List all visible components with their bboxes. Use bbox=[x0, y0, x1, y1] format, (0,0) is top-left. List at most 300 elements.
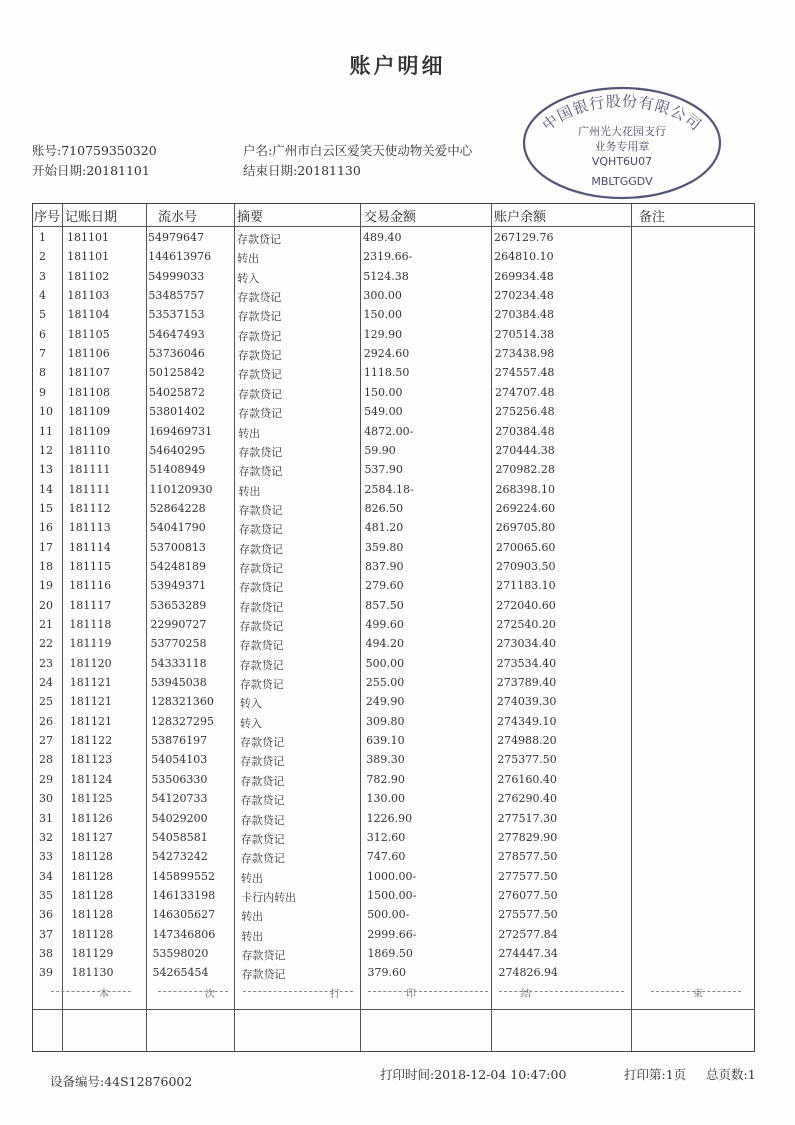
cell-index: 28 bbox=[39, 753, 53, 767]
col-header-amount: 交易金额 bbox=[364, 210, 417, 225]
cell-serial: 146133198 bbox=[152, 888, 216, 902]
cell-amount: 499.60 bbox=[365, 618, 404, 631]
cell-date: 181126 bbox=[70, 811, 113, 825]
table-row bbox=[33, 306, 754, 325]
cell-summary: 转出 bbox=[238, 484, 261, 498]
cell-index: 15 bbox=[39, 501, 53, 515]
cell-index: 21 bbox=[39, 618, 53, 631]
cell-balance: 276290.40 bbox=[497, 792, 557, 806]
cell-balance: 270982.28 bbox=[495, 463, 555, 477]
cell-index: 16 bbox=[39, 521, 53, 535]
end-mark-2: 次 bbox=[205, 989, 215, 1000]
cell-serial: 128327295 bbox=[151, 714, 214, 728]
table-row bbox=[33, 964, 754, 983]
cell-summary: 存款贷记 bbox=[238, 523, 283, 537]
cell-serial: 54054103 bbox=[151, 753, 208, 767]
table-row bbox=[33, 597, 754, 616]
table-row bbox=[33, 558, 754, 577]
cell-amount: 1118.50 bbox=[363, 366, 410, 380]
cell-index: 2 bbox=[39, 250, 46, 264]
cell-balance: 274447.34 bbox=[498, 946, 558, 960]
cell-date: 181127 bbox=[70, 830, 113, 844]
cell-summary: 存款贷记 bbox=[240, 832, 285, 846]
cell-serial: 53700813 bbox=[149, 540, 206, 554]
cell-summary: 存款贷记 bbox=[239, 600, 284, 614]
cell-date: 181101 bbox=[67, 231, 109, 244]
cell-amount: 2319.66- bbox=[363, 250, 413, 264]
cell-balance: 277829.90 bbox=[497, 830, 558, 844]
cell-amount: 255.00 bbox=[365, 676, 405, 690]
cell-index: 14 bbox=[39, 482, 53, 496]
end-mark-5: 结 bbox=[521, 989, 531, 1000]
cell-amount: 747.60 bbox=[366, 850, 406, 864]
cell-index: 9 bbox=[39, 385, 46, 399]
seal-branch: 广州光大花园支行 bbox=[578, 125, 666, 138]
table-row bbox=[33, 926, 754, 945]
total-pages: 总页数:1 bbox=[706, 1067, 756, 1082]
cell-index: 23 bbox=[39, 656, 53, 670]
cell-index: 32 bbox=[39, 830, 53, 844]
cell-amount: 1226.90 bbox=[366, 811, 413, 825]
cell-date: 181122 bbox=[70, 734, 113, 748]
table-row bbox=[33, 868, 754, 887]
cell-date: 181116 bbox=[69, 579, 112, 593]
col-header-index: 序号 bbox=[34, 210, 61, 225]
cell-date: 181111 bbox=[68, 482, 111, 496]
cell-balance: 274707.48 bbox=[494, 385, 555, 399]
cell-summary: 存款贷记 bbox=[239, 620, 284, 633]
cell-serial: 53736046 bbox=[148, 347, 205, 361]
cell-balance: 270384.48 bbox=[495, 424, 555, 438]
col-header-summary: 摘要 bbox=[237, 210, 264, 225]
cell-summary: 转入 bbox=[240, 716, 262, 730]
cell-summary: 卡行内转出 bbox=[241, 890, 297, 904]
cell-balance: 277577.50 bbox=[497, 869, 558, 883]
table-row bbox=[33, 616, 754, 635]
cell-summary: 存款贷记 bbox=[240, 774, 285, 788]
cell-index: 36 bbox=[39, 908, 53, 922]
cell-index: 5 bbox=[39, 308, 46, 322]
cell-summary: 存款贷记 bbox=[238, 407, 283, 421]
cell-index: 19 bbox=[39, 579, 53, 593]
cell-index: 22 bbox=[39, 637, 53, 651]
cell-date: 181128 bbox=[70, 869, 113, 883]
table-row bbox=[33, 713, 754, 732]
cell-balance: 276160.40 bbox=[497, 772, 557, 786]
cell-amount: 389.30 bbox=[366, 753, 405, 767]
cell-date: 181103 bbox=[67, 289, 110, 303]
cell-index: 18 bbox=[39, 559, 53, 573]
cell-date: 181106 bbox=[67, 347, 110, 361]
table-row bbox=[33, 461, 754, 480]
seal-arc-text: 中国银行股份有限公司 bbox=[538, 92, 706, 135]
end-date: 结束日期:20181130 bbox=[243, 163, 361, 178]
table-row bbox=[33, 481, 754, 500]
cell-summary: 存款贷记 bbox=[238, 445, 283, 459]
cell-date: 181109 bbox=[68, 405, 111, 419]
cell-serial: 54120733 bbox=[151, 792, 208, 806]
svg-text:中国银行股份有限公司 bbox=[539, 92, 705, 134]
cell-amount: 1869.50 bbox=[367, 946, 413, 960]
table-row bbox=[33, 577, 754, 596]
cell-date: 181129 bbox=[71, 946, 114, 960]
cell-index: 6 bbox=[39, 327, 46, 341]
cell-serial: 53945038 bbox=[150, 676, 207, 690]
cell-summary: 转入 bbox=[237, 271, 260, 285]
cell-date: 181121 bbox=[69, 695, 112, 709]
end-mark-6: 束 bbox=[693, 989, 703, 1000]
cell-serial: 53506330 bbox=[151, 772, 208, 786]
cell-summary: 存款贷记 bbox=[237, 291, 282, 305]
cell-serial: 52864228 bbox=[149, 501, 206, 515]
cell-summary: 存款贷记 bbox=[239, 581, 284, 595]
cell-summary: 转出 bbox=[241, 929, 264, 943]
cell-balance: 270903.50 bbox=[496, 559, 556, 573]
cell-serial: 51408949 bbox=[149, 463, 206, 477]
table-row bbox=[33, 326, 754, 345]
seal-code-1: VQHT6U07 bbox=[591, 155, 653, 168]
cell-balance: 272577.84 bbox=[498, 927, 558, 941]
cell-index: 25 bbox=[39, 695, 53, 709]
table-row bbox=[33, 229, 754, 248]
cell-serial: 54025872 bbox=[148, 385, 205, 399]
table-row bbox=[33, 635, 754, 654]
cell-amount: 59.90 bbox=[364, 443, 396, 457]
page-title: 账户明细 bbox=[349, 54, 446, 78]
cell-serial: 54029200 bbox=[151, 811, 208, 825]
cell-amount: 1000.00- bbox=[366, 869, 417, 883]
cell-amount: 2924.60 bbox=[363, 347, 410, 361]
cell-summary: 存款贷记 bbox=[240, 852, 285, 866]
table-row bbox=[33, 268, 754, 287]
cell-serial: 144613976 bbox=[148, 250, 212, 264]
cell-amount: 150.00 bbox=[363, 308, 402, 322]
table-row bbox=[33, 248, 754, 267]
cell-summary: 存款贷记 bbox=[238, 503, 283, 517]
cell-serial: 53876197 bbox=[151, 734, 208, 748]
cell-date: 181104 bbox=[67, 308, 110, 322]
account-name: 户名:广州市白云区爱笑天使动物关爱中心 bbox=[243, 143, 473, 158]
cell-amount: 312.60 bbox=[366, 830, 406, 844]
cell-summary: 存款贷记 bbox=[240, 755, 285, 769]
table-row bbox=[33, 732, 754, 751]
cell-balance: 273534.40 bbox=[496, 656, 557, 670]
col-header-date: 记账日期 bbox=[65, 210, 118, 225]
cell-serial: 54058581 bbox=[151, 830, 208, 844]
cell-date: 181114 bbox=[68, 540, 111, 554]
page-number: 打印第:1页 bbox=[624, 1067, 687, 1082]
cell-amount: 279.60 bbox=[365, 579, 404, 593]
end-mark-1: 本 bbox=[99, 989, 109, 1000]
cell-date: 181101 bbox=[67, 250, 110, 264]
cell-balance: 270065.60 bbox=[495, 540, 556, 554]
cell-summary: 存款贷记 bbox=[239, 639, 284, 653]
cell-index: 34 bbox=[39, 869, 53, 883]
cell-balance: 270234.48 bbox=[494, 289, 554, 303]
cell-serial: 54999033 bbox=[148, 269, 205, 283]
cell-balance: 264810.10 bbox=[494, 250, 554, 264]
seal-code-2: MBLTGGDV bbox=[591, 175, 653, 188]
cell-serial: 128321360 bbox=[150, 695, 214, 709]
cell-amount: 500.00- bbox=[367, 908, 410, 922]
cell-amount: 130.00 bbox=[366, 792, 405, 806]
table-row bbox=[33, 655, 754, 674]
table-row bbox=[33, 945, 754, 964]
cell-serial: 53485757 bbox=[148, 289, 205, 303]
seal-purpose: 业务专用章 bbox=[594, 140, 650, 153]
cell-summary: 存款贷记 bbox=[240, 794, 285, 808]
cell-amount: 489.40 bbox=[363, 231, 402, 244]
cell-serial: 53598020 bbox=[152, 946, 209, 960]
cell-index: 24 bbox=[39, 676, 53, 690]
cell-date: 181120 bbox=[69, 656, 112, 670]
cell-summary: 转出 bbox=[241, 910, 264, 924]
cell-balance: 275377.50 bbox=[497, 753, 557, 767]
cell-summary: 存款贷记 bbox=[237, 329, 282, 343]
cell-index: 1 bbox=[39, 231, 46, 244]
cell-index: 7 bbox=[39, 347, 46, 361]
table-row bbox=[33, 848, 754, 867]
cell-balance: 274826.94 bbox=[498, 966, 559, 980]
cell-index: 8 bbox=[39, 366, 46, 380]
cell-amount: 150.00 bbox=[363, 385, 403, 399]
cell-serial: 53653289 bbox=[150, 598, 207, 612]
cell-serial: 54265454 bbox=[152, 966, 209, 980]
cell-amount: 359.80 bbox=[364, 540, 404, 554]
cell-summary: 存款贷记 bbox=[241, 968, 286, 982]
cell-date: 181113 bbox=[68, 521, 111, 535]
cell-date: 181115 bbox=[69, 559, 112, 573]
table-row bbox=[33, 674, 754, 693]
cell-amount: 300.00 bbox=[363, 289, 402, 303]
cell-amount: 826.50 bbox=[364, 501, 404, 515]
cell-amount: 500.00 bbox=[365, 656, 405, 670]
cell-date: 181128 bbox=[71, 888, 114, 902]
cell-balance: 278577.50 bbox=[497, 850, 558, 864]
cell-amount: 4872.00- bbox=[364, 424, 414, 438]
cell-index: 35 bbox=[39, 888, 53, 902]
cell-summary: 转入 bbox=[239, 697, 262, 711]
cell-index: 30 bbox=[39, 792, 53, 806]
cell-index: 4 bbox=[39, 289, 46, 303]
cell-serial: 54647493 bbox=[148, 327, 205, 341]
cell-amount: 782.90 bbox=[366, 772, 405, 786]
transaction-table bbox=[32, 203, 755, 1052]
cell-serial: 146305627 bbox=[152, 908, 216, 922]
cell-balance: 269224.60 bbox=[495, 501, 556, 515]
cell-balance: 277517.30 bbox=[497, 811, 558, 825]
cell-summary: 存款贷记 bbox=[240, 736, 285, 750]
cell-index: 37 bbox=[39, 927, 53, 941]
cell-serial: 53949371 bbox=[150, 579, 207, 593]
device-number: 设备编号:44S12876002 bbox=[50, 1074, 193, 1089]
cell-index: 31 bbox=[39, 811, 53, 825]
cell-summary: 转出 bbox=[238, 426, 261, 440]
cell-index: 38 bbox=[39, 946, 53, 960]
cell-date: 181117 bbox=[69, 598, 112, 612]
cell-summary: 存款贷记 bbox=[238, 465, 283, 479]
account-number: 账号:710759350320 bbox=[32, 143, 157, 158]
table-row bbox=[33, 790, 754, 809]
table-row bbox=[33, 384, 754, 403]
table-row bbox=[33, 751, 754, 770]
cell-summary: 存款贷记 bbox=[237, 349, 282, 363]
cell-date: 181125 bbox=[70, 792, 113, 806]
cell-balance: 270514.38 bbox=[494, 327, 555, 341]
cell-serial: 147346806 bbox=[152, 927, 216, 941]
cell-balance: 272540.20 bbox=[496, 618, 556, 631]
cell-index: 33 bbox=[39, 850, 53, 864]
cell-date: 181102 bbox=[67, 269, 110, 283]
cell-amount: 129.90 bbox=[363, 327, 403, 341]
cell-date: 181105 bbox=[67, 327, 110, 341]
cell-balance: 268398.10 bbox=[495, 482, 556, 496]
cell-balance: 272040.60 bbox=[496, 598, 556, 612]
cell-amount: 2999.66- bbox=[367, 927, 417, 941]
cell-balance: 267129.76 bbox=[494, 231, 554, 244]
cell-summary: 存款贷记 bbox=[240, 813, 285, 827]
cell-serial: 54273242 bbox=[151, 850, 208, 864]
cell-index: 10 bbox=[39, 405, 53, 419]
cell-balance: 274349.10 bbox=[497, 714, 557, 728]
cell-balance: 276077.50 bbox=[498, 888, 558, 902]
table-row bbox=[33, 519, 754, 538]
table-row bbox=[33, 906, 754, 925]
cell-index: 20 bbox=[39, 598, 53, 612]
cell-serial: 54248189 bbox=[150, 559, 207, 573]
cell-amount: 549.00 bbox=[364, 405, 403, 419]
cell-balance: 275256.48 bbox=[495, 405, 555, 419]
cell-index: 39 bbox=[39, 966, 53, 980]
col-header-remark: 备注 bbox=[639, 210, 666, 225]
bank-seal-stamp bbox=[521, 85, 723, 201]
cell-summary: 存款贷记 bbox=[237, 310, 282, 324]
cell-amount: 5124.38 bbox=[363, 269, 409, 283]
cell-date: 181112 bbox=[68, 501, 111, 515]
table-row bbox=[33, 442, 754, 461]
cell-balance: 269934.48 bbox=[494, 269, 554, 283]
cell-date: 181123 bbox=[70, 753, 113, 767]
cell-summary: 存款贷记 bbox=[237, 233, 281, 246]
cell-date: 181110 bbox=[68, 443, 111, 457]
cell-index: 29 bbox=[39, 772, 53, 786]
cell-date: 181109 bbox=[68, 424, 111, 438]
table-row bbox=[33, 771, 754, 790]
cell-serial: 54640295 bbox=[149, 443, 206, 457]
cell-date: 181128 bbox=[71, 927, 114, 941]
cell-index: 17 bbox=[39, 540, 53, 554]
cell-date: 181128 bbox=[70, 850, 113, 864]
seal-ellipse-icon bbox=[521, 85, 723, 201]
col-header-serial: 流水号 bbox=[158, 210, 198, 225]
cell-date: 181111 bbox=[68, 463, 111, 477]
cell-date: 181130 bbox=[71, 966, 114, 980]
cell-date: 181124 bbox=[70, 772, 113, 786]
table-row bbox=[33, 287, 754, 306]
cell-index: 13 bbox=[39, 463, 53, 477]
cell-amount: 379.60 bbox=[367, 966, 407, 980]
cell-serial: 53770258 bbox=[150, 637, 207, 651]
table-row bbox=[33, 887, 754, 906]
end-mark-4: 印 bbox=[406, 989, 416, 1000]
cell-balance: 274557.48 bbox=[494, 366, 555, 380]
cell-balance: 270384.48 bbox=[494, 308, 554, 322]
cell-date: 181108 bbox=[67, 385, 110, 399]
table-row bbox=[33, 810, 754, 829]
cell-serial: 53801402 bbox=[149, 405, 206, 419]
cell-serial: 50125842 bbox=[148, 366, 205, 380]
cell-serial: 110120930 bbox=[149, 482, 213, 496]
cell-amount: 837.90 bbox=[365, 559, 404, 573]
cell-serial: 53537153 bbox=[148, 308, 205, 322]
cell-summary: 存款贷记 bbox=[241, 948, 286, 962]
cell-summary: 存款贷记 bbox=[237, 387, 282, 401]
cell-balance: 274039.30 bbox=[496, 695, 557, 709]
cell-balance: 270444.38 bbox=[495, 443, 555, 457]
cell-serial: 54333118 bbox=[150, 656, 207, 670]
end-mark-3: 打 bbox=[330, 989, 340, 1000]
cell-summary: 转出 bbox=[237, 252, 260, 266]
cell-summary: 存款贷记 bbox=[237, 368, 282, 382]
table-row bbox=[33, 423, 754, 442]
cell-summary: 存款贷记 bbox=[239, 678, 284, 692]
cell-date: 181118 bbox=[69, 618, 112, 631]
cell-date: 181121 bbox=[69, 676, 112, 690]
cell-amount: 481.20 bbox=[364, 521, 404, 535]
cell-index: 11 bbox=[39, 424, 53, 438]
cell-index: 27 bbox=[39, 734, 53, 748]
cell-balance: 274988.20 bbox=[497, 734, 557, 748]
cell-summary: 存款贷记 bbox=[239, 561, 284, 575]
cell-amount: 1500.00- bbox=[367, 888, 417, 902]
cell-date: 181121 bbox=[70, 714, 112, 728]
cell-balance: 273438.98 bbox=[494, 347, 555, 361]
cell-balance: 271183.10 bbox=[496, 579, 556, 593]
cell-amount: 537.90 bbox=[364, 463, 403, 477]
cell-date: 181128 bbox=[71, 908, 114, 922]
cell-serial: 169469731 bbox=[149, 424, 213, 438]
cell-balance: 275577.50 bbox=[498, 908, 558, 922]
cell-amount: 857.50 bbox=[365, 598, 404, 612]
table-row bbox=[33, 345, 754, 364]
table-row bbox=[33, 403, 754, 422]
cell-serial: 145899552 bbox=[151, 869, 215, 883]
cell-summary: 存款贷记 bbox=[238, 542, 283, 556]
cell-serial: 54041790 bbox=[149, 521, 206, 535]
col-header-balance: 账户余额 bbox=[494, 210, 547, 225]
cell-amount: 639.10 bbox=[366, 734, 405, 748]
cell-summary: 转出 bbox=[240, 871, 263, 885]
cell-amount: 494.20 bbox=[365, 637, 405, 651]
cell-serial: 54979647 bbox=[148, 231, 204, 244]
cell-summary: 存款贷记 bbox=[239, 658, 284, 672]
cell-balance: 273034.40 bbox=[496, 637, 557, 651]
cell-amount: 2584.18- bbox=[364, 482, 414, 496]
cell-index: 3 bbox=[39, 269, 46, 283]
table-row bbox=[33, 539, 754, 558]
start-date: 开始日期:20181101 bbox=[32, 163, 150, 178]
cell-amount: 309.80 bbox=[366, 714, 405, 728]
cell-index: 26 bbox=[39, 714, 53, 728]
cell-date: 181119 bbox=[69, 637, 112, 651]
table-row bbox=[33, 364, 754, 383]
table-row bbox=[33, 829, 754, 848]
cell-amount: 249.90 bbox=[365, 695, 405, 709]
cell-serial: 22990727 bbox=[150, 618, 207, 631]
table-row bbox=[33, 693, 754, 712]
cell-balance: 269705.80 bbox=[495, 521, 556, 535]
cell-date: 181107 bbox=[67, 366, 110, 380]
